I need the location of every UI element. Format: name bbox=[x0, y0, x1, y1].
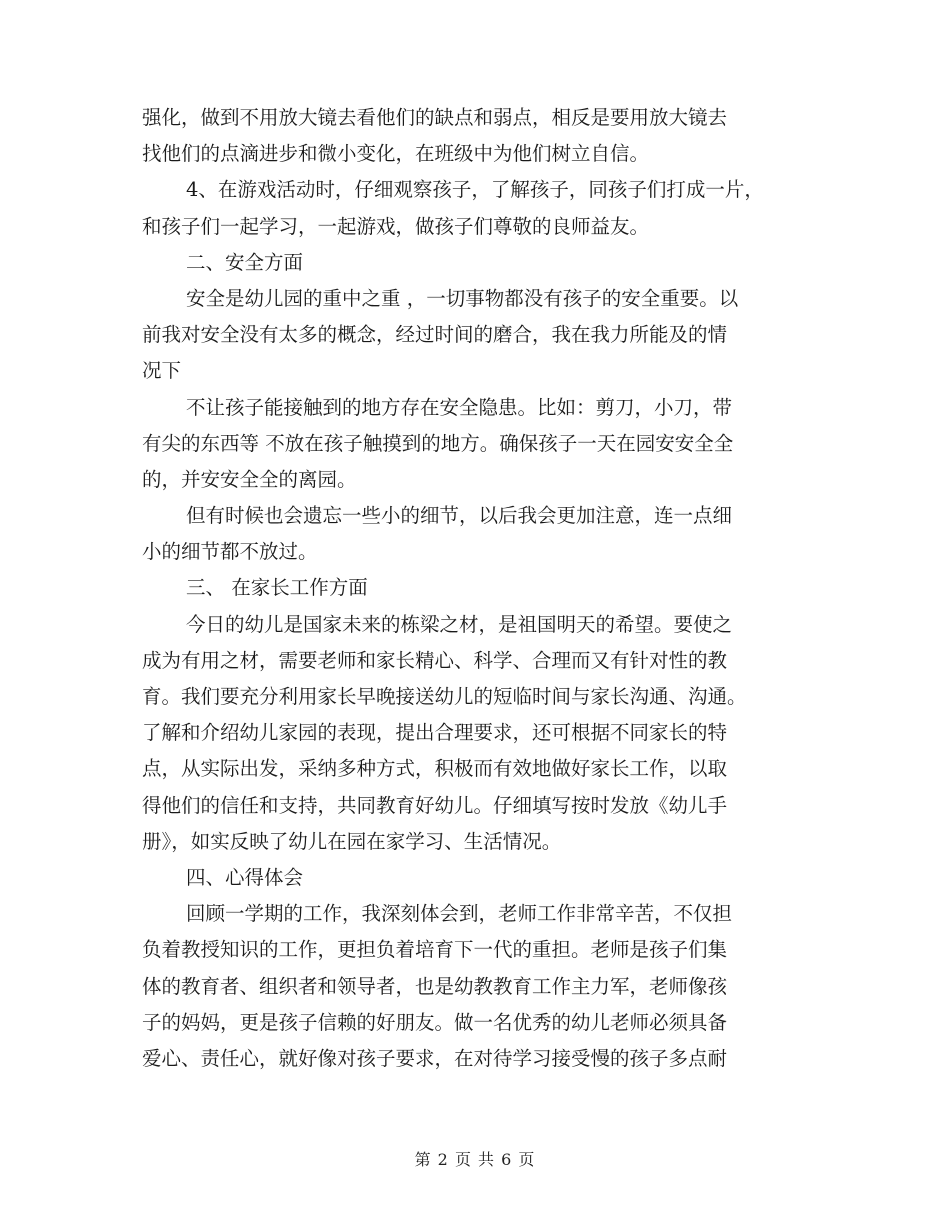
text-line: 况下 bbox=[142, 359, 182, 383]
text-line: 有尖的东西等 不放在孩子触摸到的地方。确保孩子一天在园安安全全 bbox=[142, 431, 734, 455]
text-line: 回顾一学期的工作，我深刻体会到，老师工作非常辛苦，不仅担 bbox=[186, 902, 733, 926]
text-line: 三、 在家长工作方面 bbox=[186, 576, 368, 600]
text-line: 册》，如实反映了幼儿在园在家学习、生活情况。 bbox=[142, 829, 562, 853]
text-line: 育。我们要充分利用家长早晚接送幼儿的短临时间与家长沟通、沟通。 bbox=[142, 685, 747, 708]
text-line: 体的教育者、组织者和领导者，也是幼教教育工作主力军，老师像孩 bbox=[142, 974, 728, 998]
text-line: 和孩子们一起学习，一起游戏，做孩子们尊敬的良师益友。 bbox=[142, 214, 650, 238]
text-line: 点，从实际出发，采纳多种方式，积极而有效地做好家长工作，以取 bbox=[142, 757, 728, 781]
text-line: 了解和介绍幼儿家园的表现，提出合理要求，还可根据不同家长的特 bbox=[142, 721, 728, 745]
text-line: 但有时候也会遗忘一些小的细节，以后我会更加注意，连一点细 bbox=[186, 504, 733, 528]
document-body bbox=[142, 100, 822, 1077]
text-line: 前我对安全没有太多的概念，经过时间的磨合，我在我力所能及的情 bbox=[142, 323, 728, 347]
text-line: 强化，做到不用放大镜去看他们的缺点和弱点，相反是要用放大镜去 bbox=[142, 106, 728, 129]
text-line: 4、在游戏活动时，仔细观察孩子，了解孩子，同孩子们打成一片， bbox=[186, 178, 764, 202]
text-line: 子的妈妈，更是孩子信赖的好朋友。做一名优秀的幼儿老师必须具备 bbox=[142, 1010, 728, 1034]
text-line: 二、安全方面 bbox=[186, 250, 304, 274]
text-line: 安全是幼儿园的重中之重 ，一切事物都没有孩子的安全重要。以 bbox=[186, 286, 739, 310]
page-footer: 第 2 页 共 6 页 bbox=[414, 1150, 536, 1169]
text-line: 不让孩子能接触到的地方存在安全隐患。比如：剪刀，小刀，带 bbox=[186, 395, 733, 419]
text-line: 小的细节都不放过。 bbox=[142, 540, 318, 564]
text-line: 负着教授知识的工作，更担负着培育下一代的重担。老师是孩子们集 bbox=[142, 938, 728, 962]
text-line: 得他们的信任和支持，共同教育好幼儿。仔细填写按时发放《幼儿手 bbox=[142, 793, 728, 817]
text-line: 找他们的点滴进步和微小变化，在班级中为他们树立自信。 bbox=[142, 142, 650, 166]
text-line: 成为有用之材，需要老师和家长精心、科学、合理而又有针对性的教 bbox=[142, 648, 728, 672]
text-line: 四、心得体会 bbox=[186, 865, 304, 889]
text-line: 的，并安安全全的离园。 bbox=[142, 467, 357, 491]
text-line: 爱心、责任心，就好像对孩子要求，在对待学习接受慢的孩子多点耐 bbox=[142, 1046, 728, 1070]
text-line: 今日的幼儿是国家未来的栋梁之材，是祖国明天的希望。要使之 bbox=[186, 612, 733, 636]
